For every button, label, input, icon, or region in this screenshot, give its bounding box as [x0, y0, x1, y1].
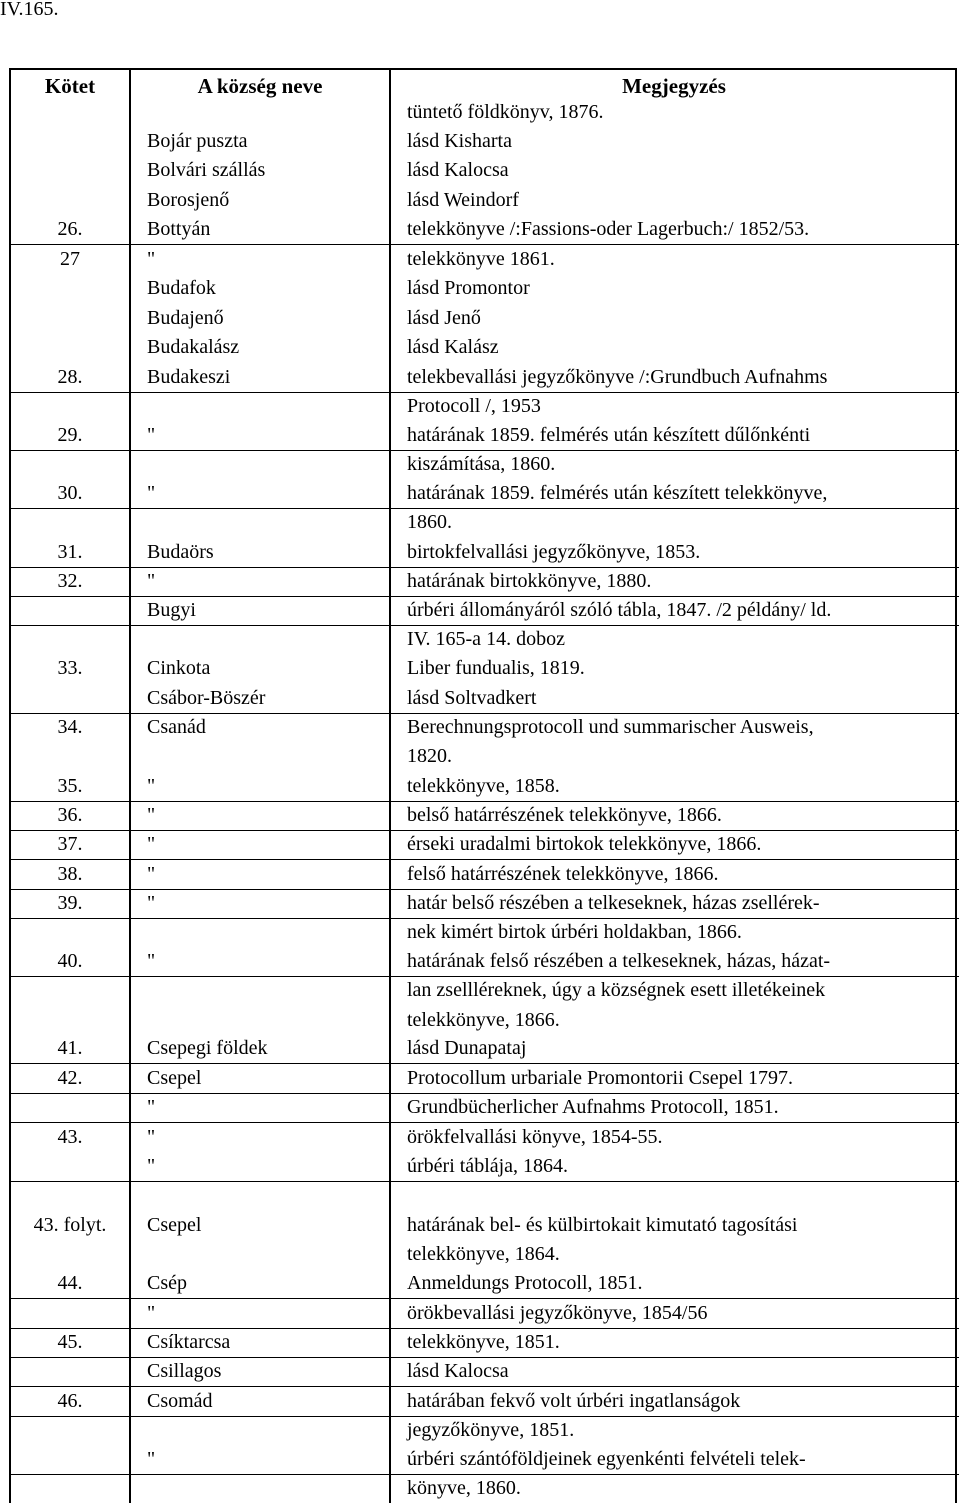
note-cell: határának 1859. felmérés után készített telekkönyve,	[407, 482, 828, 504]
note-cell: úrbéri állományáról szóló tábla, 1847. /2 példány/ ld.	[407, 599, 832, 621]
note-cell: lásd Kalocsa	[407, 1360, 509, 1382]
volume-cell: 35.	[57, 775, 83, 797]
row-rule	[11, 392, 959, 393]
header-note: Megjegyzés	[622, 74, 726, 98]
village-cell: Bugyi	[147, 599, 196, 621]
table-row	[11, 245, 957, 270]
village-cell: "	[147, 1155, 156, 1177]
note-cell: jegyzőkönyve, 1851.	[407, 1419, 575, 1442]
note-cell: lásd Jenő	[407, 307, 481, 329]
note-cell: könyve, 1860.	[407, 1477, 521, 1500]
note-cell: határ belső részében a telkeseknek, házas zsellérek-	[407, 892, 820, 914]
note-cell: úrbéri szántóföldjeinek egyenkénti felvételi telek-	[407, 1448, 806, 1470]
volume-cell: 40.	[57, 950, 83, 972]
volume-cell: 41.	[57, 1037, 83, 1059]
note-cell: lásd Weindorf	[407, 189, 519, 211]
note-cell: örökfelvallási könyve, 1854-55.	[407, 1126, 663, 1148]
note-cell: birtokfelvallási jegyzőkönyve, 1853.	[407, 541, 701, 563]
table-row	[11, 1034, 957, 1059]
row-rule	[11, 508, 959, 509]
volume-cell: 46.	[57, 1390, 83, 1412]
village-cell: Budakalász	[147, 336, 240, 358]
table-row	[11, 1123, 957, 1148]
village-cell: "	[147, 248, 156, 270]
note-cell: belső határrészének telekkönyve, 1866.	[407, 804, 722, 826]
volume-cell: 36.	[57, 804, 83, 826]
village-cell: Bolvári szállás	[147, 159, 266, 181]
row-rule	[11, 889, 959, 890]
note-cell: kiszámítása, 1860.	[407, 453, 556, 476]
row-rule	[11, 1181, 959, 1182]
note-cell: úrbéri táblája, 1864.	[407, 1155, 569, 1177]
note-cell: határának felső részében a telkeseknek, házas, házat-	[407, 950, 831, 972]
volume-cell: 27	[60, 248, 80, 270]
village-cell: Csanád	[147, 716, 206, 738]
village-cell: "	[147, 1302, 156, 1324]
village-cell: Csomád	[147, 1390, 213, 1412]
table-body	[11, 2, 959, 1505]
table-row	[11, 654, 957, 679]
table-row	[11, 363, 957, 418]
note-cell: lásd Dunapataj	[407, 1037, 527, 1059]
volume-cell: 42.	[57, 1067, 83, 1089]
row-rule	[11, 596, 959, 597]
row-rule	[11, 859, 959, 860]
village-cell: "	[147, 833, 156, 855]
village-cell: Budaörs	[147, 541, 214, 563]
volume-cell: 37.	[57, 833, 83, 855]
volume-cell: 31.	[57, 541, 83, 563]
table-row	[11, 333, 957, 358]
volume-cell: 45.	[57, 1331, 83, 1353]
village-cell: Csepel	[147, 1067, 202, 1089]
village-cell: Bottyán	[147, 218, 211, 240]
note-cell: felső határrészének telekkönyve, 1866.	[407, 863, 719, 885]
note-cell: telekbevallási jegyzőkönyve /:Grundbuch Aufnahms	[407, 366, 828, 388]
note-cell: tüntető földkönyv, 1876.	[407, 101, 604, 123]
note-cell: telekkönyve, 1866.	[407, 1008, 560, 1031]
table-row	[11, 479, 957, 534]
village-cell: Bojár puszta	[147, 130, 248, 152]
village-cell: Csép	[147, 1272, 187, 1294]
table-row	[11, 274, 957, 299]
note-cell: lásd Kalász	[407, 336, 499, 358]
note-cell: örökbevallási jegyzőkönyve, 1854/56	[407, 1302, 708, 1324]
note-cell: határának 1859. felmérés után készített dűlőnkénti	[407, 424, 811, 446]
table-row	[11, 538, 957, 563]
volume-cell: 44.	[57, 1272, 83, 1294]
note-cell: lásd Soltvadkert	[407, 687, 537, 709]
table-row	[11, 98, 957, 123]
note-cell: Liber fundualis, 1819.	[407, 657, 585, 679]
row-rule	[11, 830, 959, 831]
volume-cell: 43. folyt.	[33, 1214, 107, 1236]
row-rule	[11, 1386, 959, 1387]
row-rule	[11, 1093, 959, 1094]
village-cell: "	[147, 892, 156, 914]
volume-cell: 39.	[57, 892, 83, 914]
row-rule	[11, 625, 959, 626]
note-cell: telekkönyve, 1864.	[407, 1243, 560, 1266]
village-cell: "	[147, 482, 156, 504]
village-cell: Csepel	[147, 1214, 202, 1236]
table-row	[11, 1064, 957, 1089]
village-cell: Borosjenő	[147, 189, 230, 211]
note-cell: Berechnungsprotocoll und summarischer Ausweis,	[407, 716, 814, 738]
village-cell: "	[147, 570, 156, 592]
page-reference: IV.165.	[0, 0, 59, 20]
volume-cell: 32.	[57, 570, 83, 592]
table-row	[11, 947, 957, 1031]
note-cell: IV. 165-a 14. doboz	[407, 628, 565, 651]
row-rule	[11, 1416, 959, 1417]
row-rule	[11, 244, 959, 245]
row-rule	[11, 801, 959, 802]
row-rule	[11, 1474, 959, 1475]
row-rule	[11, 1063, 959, 1064]
table-row	[11, 1387, 957, 1442]
volume-cell: 38.	[57, 863, 83, 885]
note-cell: lásd Kisharta	[407, 130, 512, 152]
village-cell: "	[147, 950, 156, 972]
note-cell: telekkönyve, 1851.	[407, 1331, 560, 1353]
village-cell: "	[147, 1448, 156, 1470]
note-cell: lásd Kalocsa	[407, 159, 509, 181]
register-table	[9, 68, 957, 1503]
row-rule	[11, 1328, 959, 1329]
table-row	[11, 860, 957, 885]
village-cell: Cinkota	[147, 657, 211, 679]
volume-cell: 34.	[57, 716, 83, 738]
village-cell: "	[147, 775, 156, 797]
volume-cell: 28.	[57, 366, 83, 388]
note-cell: lásd Promontor	[407, 277, 530, 299]
row-rule	[11, 1298, 959, 1299]
table-row	[11, 1211, 957, 1266]
village-cell: "	[147, 804, 156, 826]
table-row	[11, 156, 957, 181]
note-cell: Grundbücherlicher Aufnahms Protocoll, 1851.	[407, 1096, 779, 1118]
volume-cell: 29.	[57, 424, 83, 446]
note-cell: határában fekvő volt úrbéri ingatlanságok	[407, 1390, 741, 1412]
village-cell: Budakeszi	[147, 366, 231, 388]
village-cell: Csíktarcsa	[147, 1331, 231, 1353]
table-row	[11, 1152, 957, 1177]
table-row	[11, 421, 957, 476]
village-cell: Csábor-Böszér	[147, 687, 266, 709]
row-rule	[11, 713, 959, 714]
volume-cell: 33.	[57, 657, 83, 679]
row-rule	[11, 1122, 959, 1123]
note-cell: telekkönyve, 1858.	[407, 775, 560, 797]
note-cell: nek kimért birtok úrbéri holdakban, 1866.	[407, 921, 742, 944]
table-row	[11, 186, 957, 211]
row-rule	[11, 976, 959, 977]
note-cell: telekkönyve /:Fassions-oder Lagerbuch:/ 1852/53.	[407, 218, 810, 240]
table-row	[11, 1269, 957, 1294]
note-cell: Anmeldungs Protocoll, 1851.	[407, 1272, 643, 1294]
row-rule	[11, 567, 959, 568]
village-cell: "	[147, 863, 156, 885]
table-row	[11, 215, 957, 240]
table-row	[11, 304, 957, 329]
row-rule	[11, 918, 959, 919]
village-cell: Budafok	[147, 277, 216, 299]
table-row	[11, 772, 957, 797]
header-volume: Kötet	[44, 74, 96, 98]
note-cell: Protocoll /, 1953	[407, 395, 541, 418]
row-rule	[11, 450, 959, 451]
village-cell: "	[147, 1126, 156, 1148]
village-cell: "	[147, 424, 156, 446]
row-rule	[11, 1357, 959, 1358]
volume-cell: 30.	[57, 482, 83, 504]
village-cell: Csillagos	[147, 1360, 222, 1382]
table-row	[11, 1445, 957, 1500]
note-cell: határának birtokkönyve, 1880.	[407, 570, 652, 592]
volume-cell: 26.	[57, 218, 83, 240]
table-row	[11, 1299, 957, 1324]
village-cell: Budajenő	[147, 307, 224, 329]
note-cell: lan zsellléreknek, úgy a községnek esett illetékeinek	[407, 979, 826, 1002]
note-cell: Protocollum urbariale Promontorii Csepel 1797.	[407, 1067, 794, 1089]
header-village: A község neve	[197, 74, 323, 98]
note-cell: 1820.	[407, 745, 452, 768]
note-cell: 1860.	[407, 511, 452, 534]
table-row	[11, 127, 957, 152]
note-cell: határának bel- és külbirtokait kimutató tagosítási	[407, 1214, 798, 1236]
table-row	[11, 684, 957, 709]
note-cell: érseki uradalmi birtokok telekkönyve, 1866.	[407, 833, 762, 855]
village-cell: Csepegi földek	[147, 1037, 268, 1059]
village-cell: "	[147, 1096, 156, 1118]
note-cell: telekkönyve 1861.	[407, 248, 555, 270]
volume-cell: 43.	[57, 1126, 83, 1148]
